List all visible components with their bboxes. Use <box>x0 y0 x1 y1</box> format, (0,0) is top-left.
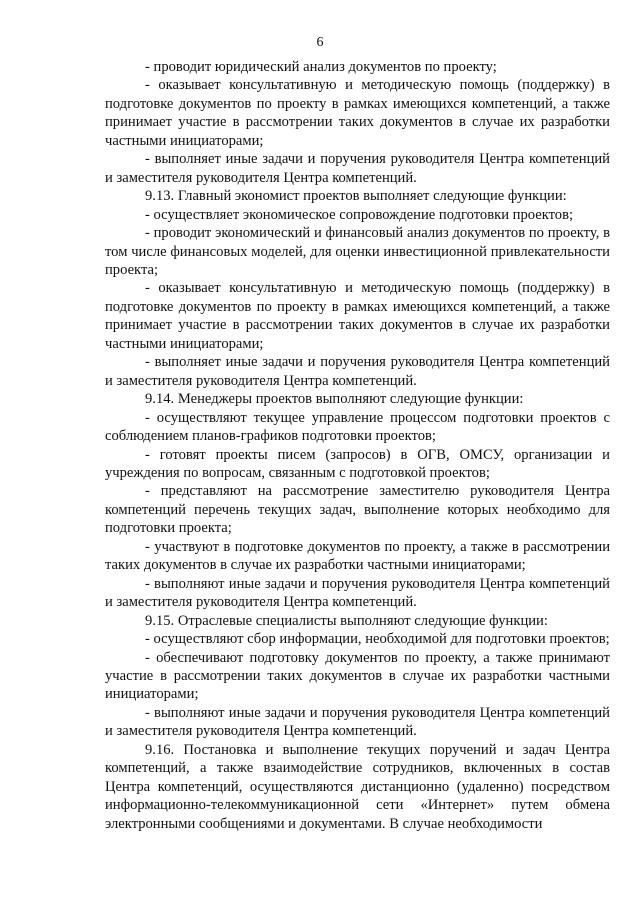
paragraph: - осуществляют текущее управление процессом подготовки проектов с соблюдением планов-графиков подготовки проектов; <box>105 409 610 445</box>
paragraph: - оказывает консультативную и методическую помощь (поддержку) в подготовке документов по проекту в рамках имеющихся компетенций, а также принимает участие в рассмотрении таких документов в случае их разработки частными инициаторами; <box>105 77 610 149</box>
paragraph: - осуществляет экономическое сопровождение подготовки проектов; <box>145 206 574 223</box>
section-heading: 9.13. Главный экономист проектов выполняет следующие функции: <box>145 188 567 205</box>
paragraph: - выполняет иные задачи и поручения руководителя Центра компетенций и заместителя руководителя Центра компетенций. <box>105 151 610 186</box>
paragraph: - обеспечивают подготовку документов по проекту, а также принимают участие в рассмотрении таких документов в случае их разработки частными инициаторами; <box>105 649 610 703</box>
paragraph: - выполняет иные задачи и поручения руководителя Центра компетенций и заместителя руководителя Центра компетенций. <box>105 354 610 389</box>
paragraph: - проводит экономический и финансовый анализ документов по проекту, в том числе финансовых моделей, для оценки инвестиционной привлекательности проекта; <box>105 225 610 278</box>
page-number: 6 <box>316 35 324 50</box>
paragraph: - оказывает консультативную и методическую помощь (поддержку) в подготовке документов по проекту в рамках имеющихся компетенций, а также принимает участие в рассмотрении таких документов в случае их разработки частными инициаторами; <box>105 280 610 352</box>
paragraph: - участвуют в подготовке документов по проекту, а также в рассмотрении таких документов в случае их разработки частными инициаторами; <box>105 538 610 574</box>
paragraph: 9.16. Постановка и выполнение текущих поручений и задач Центра компетенций, а также взаимодействие сотрудников, включенных в состав Центра компетенций, осуществляются дистанционно (удаленно) посредством информационно-телекоммуникационной сети «Интернет» путем обмена электронными сообщениями и документами. В случае необходимости <box>105 741 610 832</box>
section-heading: 9.15. Отраслевые специалисты выполняют следующие функции: <box>145 612 548 629</box>
paragraph: - осуществляют сбор информации, необходимой для подготовки проектов; <box>145 631 610 648</box>
paragraph: - готовят проекты писем (запросов) в ОГВ, ОМСУ, организации и учреждения по вопросам, связанным с подготовкой проектов; <box>105 446 610 481</box>
paragraph: - выполняют иные задачи и поручения руководителя Центра компетенций и заместителя руководителя Центра компетенций. <box>105 704 610 740</box>
document-body <box>105 58 610 833</box>
paragraph: - представляют на рассмотрение заместителю руководителя Центра компетенций перечень текущих задач, выполнение которых необходимо для подготовки проекта; <box>105 483 610 537</box>
paragraph: - выполняют иные задачи и поручения руководителя Центра компетенций и заместителя руководителя Центра компетенций. <box>105 575 610 611</box>
paragraph: - проводит юридический анализ документов по проекту; <box>145 59 497 75</box>
section-heading: 9.14. Менеджеры проектов выполняют следующие функции: <box>145 391 524 408</box>
